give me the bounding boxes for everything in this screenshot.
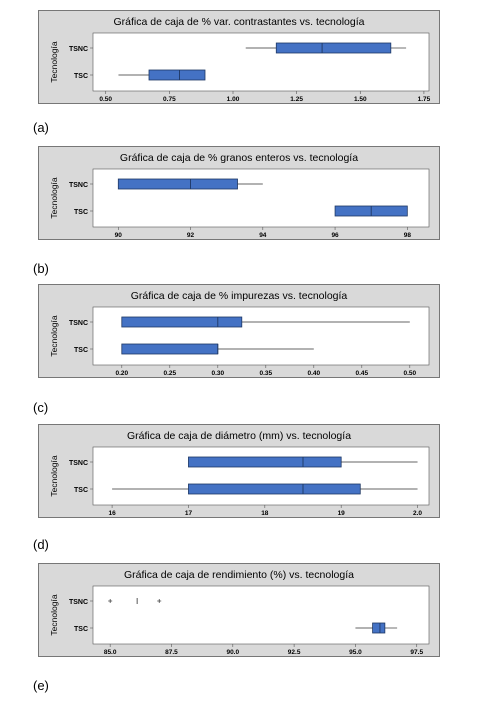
x-tick-label: 96 (331, 232, 339, 239)
x-tick-label: 0.40 (307, 370, 321, 377)
box (118, 179, 237, 189)
x-tick-label: 97.5 (410, 649, 424, 656)
chart-panel-c (38, 284, 440, 378)
y-axis-label: Tecnología (49, 41, 59, 83)
chart-panel-a (38, 10, 440, 104)
x-tick-label: 0.30 (211, 370, 225, 377)
x-tick-label: 18 (261, 510, 269, 517)
x-tick-label: 0.45 (355, 370, 369, 377)
x-tick-label: 1.25 (290, 96, 303, 103)
chart-svg-d (39, 425, 439, 517)
x-tick-label: 0.50 (99, 96, 113, 103)
x-tick-label: 1.50 (353, 96, 367, 103)
x-tick-label: 95.0 (349, 649, 362, 656)
chart-svg-c (39, 285, 439, 377)
y-axis-label: Tecnología (49, 455, 59, 497)
x-tick-label: 16 (108, 510, 116, 517)
panel-label-e: (e) (33, 678, 49, 693)
box (122, 317, 242, 327)
chart-panel-b (38, 146, 440, 240)
plot-area (93, 33, 429, 91)
panel-label-a: (a) (33, 120, 49, 135)
plot-area (93, 307, 429, 365)
category-label: TSNC (68, 320, 88, 327)
box (188, 457, 341, 467)
plot-area (93, 586, 429, 644)
panel-label-d: (d) (33, 537, 49, 552)
chart-title: Gráfica de caja de diámetro (mm) vs. tecnología (126, 430, 352, 442)
x-tick-label: 1.75 (417, 96, 431, 103)
category-label: TSC (74, 487, 88, 494)
category-label: TSC (74, 209, 88, 216)
panel-label-c: (c) (33, 400, 49, 415)
category-label: TSNC (68, 599, 88, 606)
category-label: TSNC (68, 182, 88, 189)
chart-panel-d (38, 424, 440, 518)
chart-title: Gráfica de caja de rendimiento (%) vs. tecnología (124, 569, 354, 581)
category-label: TSNC (68, 460, 88, 467)
box (122, 344, 218, 354)
chart-title: Gráfica de caja de % granos enteros vs. tecnología (119, 152, 359, 164)
x-tick-label: 2.0 (413, 510, 423, 517)
chart-title: Gráfica de caja de % var. contrastantes vs. tecnología (113, 16, 365, 28)
box (276, 43, 391, 53)
box (373, 623, 385, 633)
plot-area (93, 447, 429, 505)
x-tick-label: 19 (337, 510, 345, 517)
x-tick-label: 0.75 (163, 96, 176, 103)
chart-panel-e (38, 563, 440, 657)
category-label: TSC (74, 626, 88, 633)
chart-svg-b (39, 147, 439, 239)
box (188, 484, 360, 494)
chart-svg-e (39, 564, 439, 656)
chart-svg-a (39, 11, 439, 103)
x-tick-label: 90.0 (226, 649, 240, 656)
x-tick-label: 94 (259, 232, 267, 239)
category-label: TSC (74, 347, 88, 354)
category-label: TSNC (68, 46, 88, 53)
x-tick-label: 87.5 (165, 649, 178, 656)
y-axis-label: Tecnología (49, 177, 59, 219)
x-tick-label: 92.5 (287, 649, 301, 656)
x-tick-label: 92 (186, 232, 195, 239)
plot-area (93, 169, 429, 227)
y-axis-label: Tecnología (49, 594, 59, 636)
y-axis-label: Tecnología (49, 315, 59, 357)
x-tick-label: 17 (184, 510, 193, 517)
category-label: TSC (74, 73, 88, 80)
x-tick-label: 0.50 (403, 370, 417, 377)
x-tick-label: 90 (114, 232, 122, 239)
x-tick-label: 0.35 (259, 370, 273, 377)
x-tick-label: 0.20 (115, 370, 129, 377)
panel-label-b: (b) (33, 261, 49, 276)
x-tick-label: 1.00 (226, 96, 240, 103)
x-tick-label: 85.0 (103, 649, 117, 656)
chart-title: Gráfica de caja de % impurezas vs. tecnología (130, 290, 348, 302)
box (149, 70, 205, 80)
x-tick-label: 0.25 (163, 370, 177, 377)
x-tick-label: 98 (403, 232, 411, 239)
